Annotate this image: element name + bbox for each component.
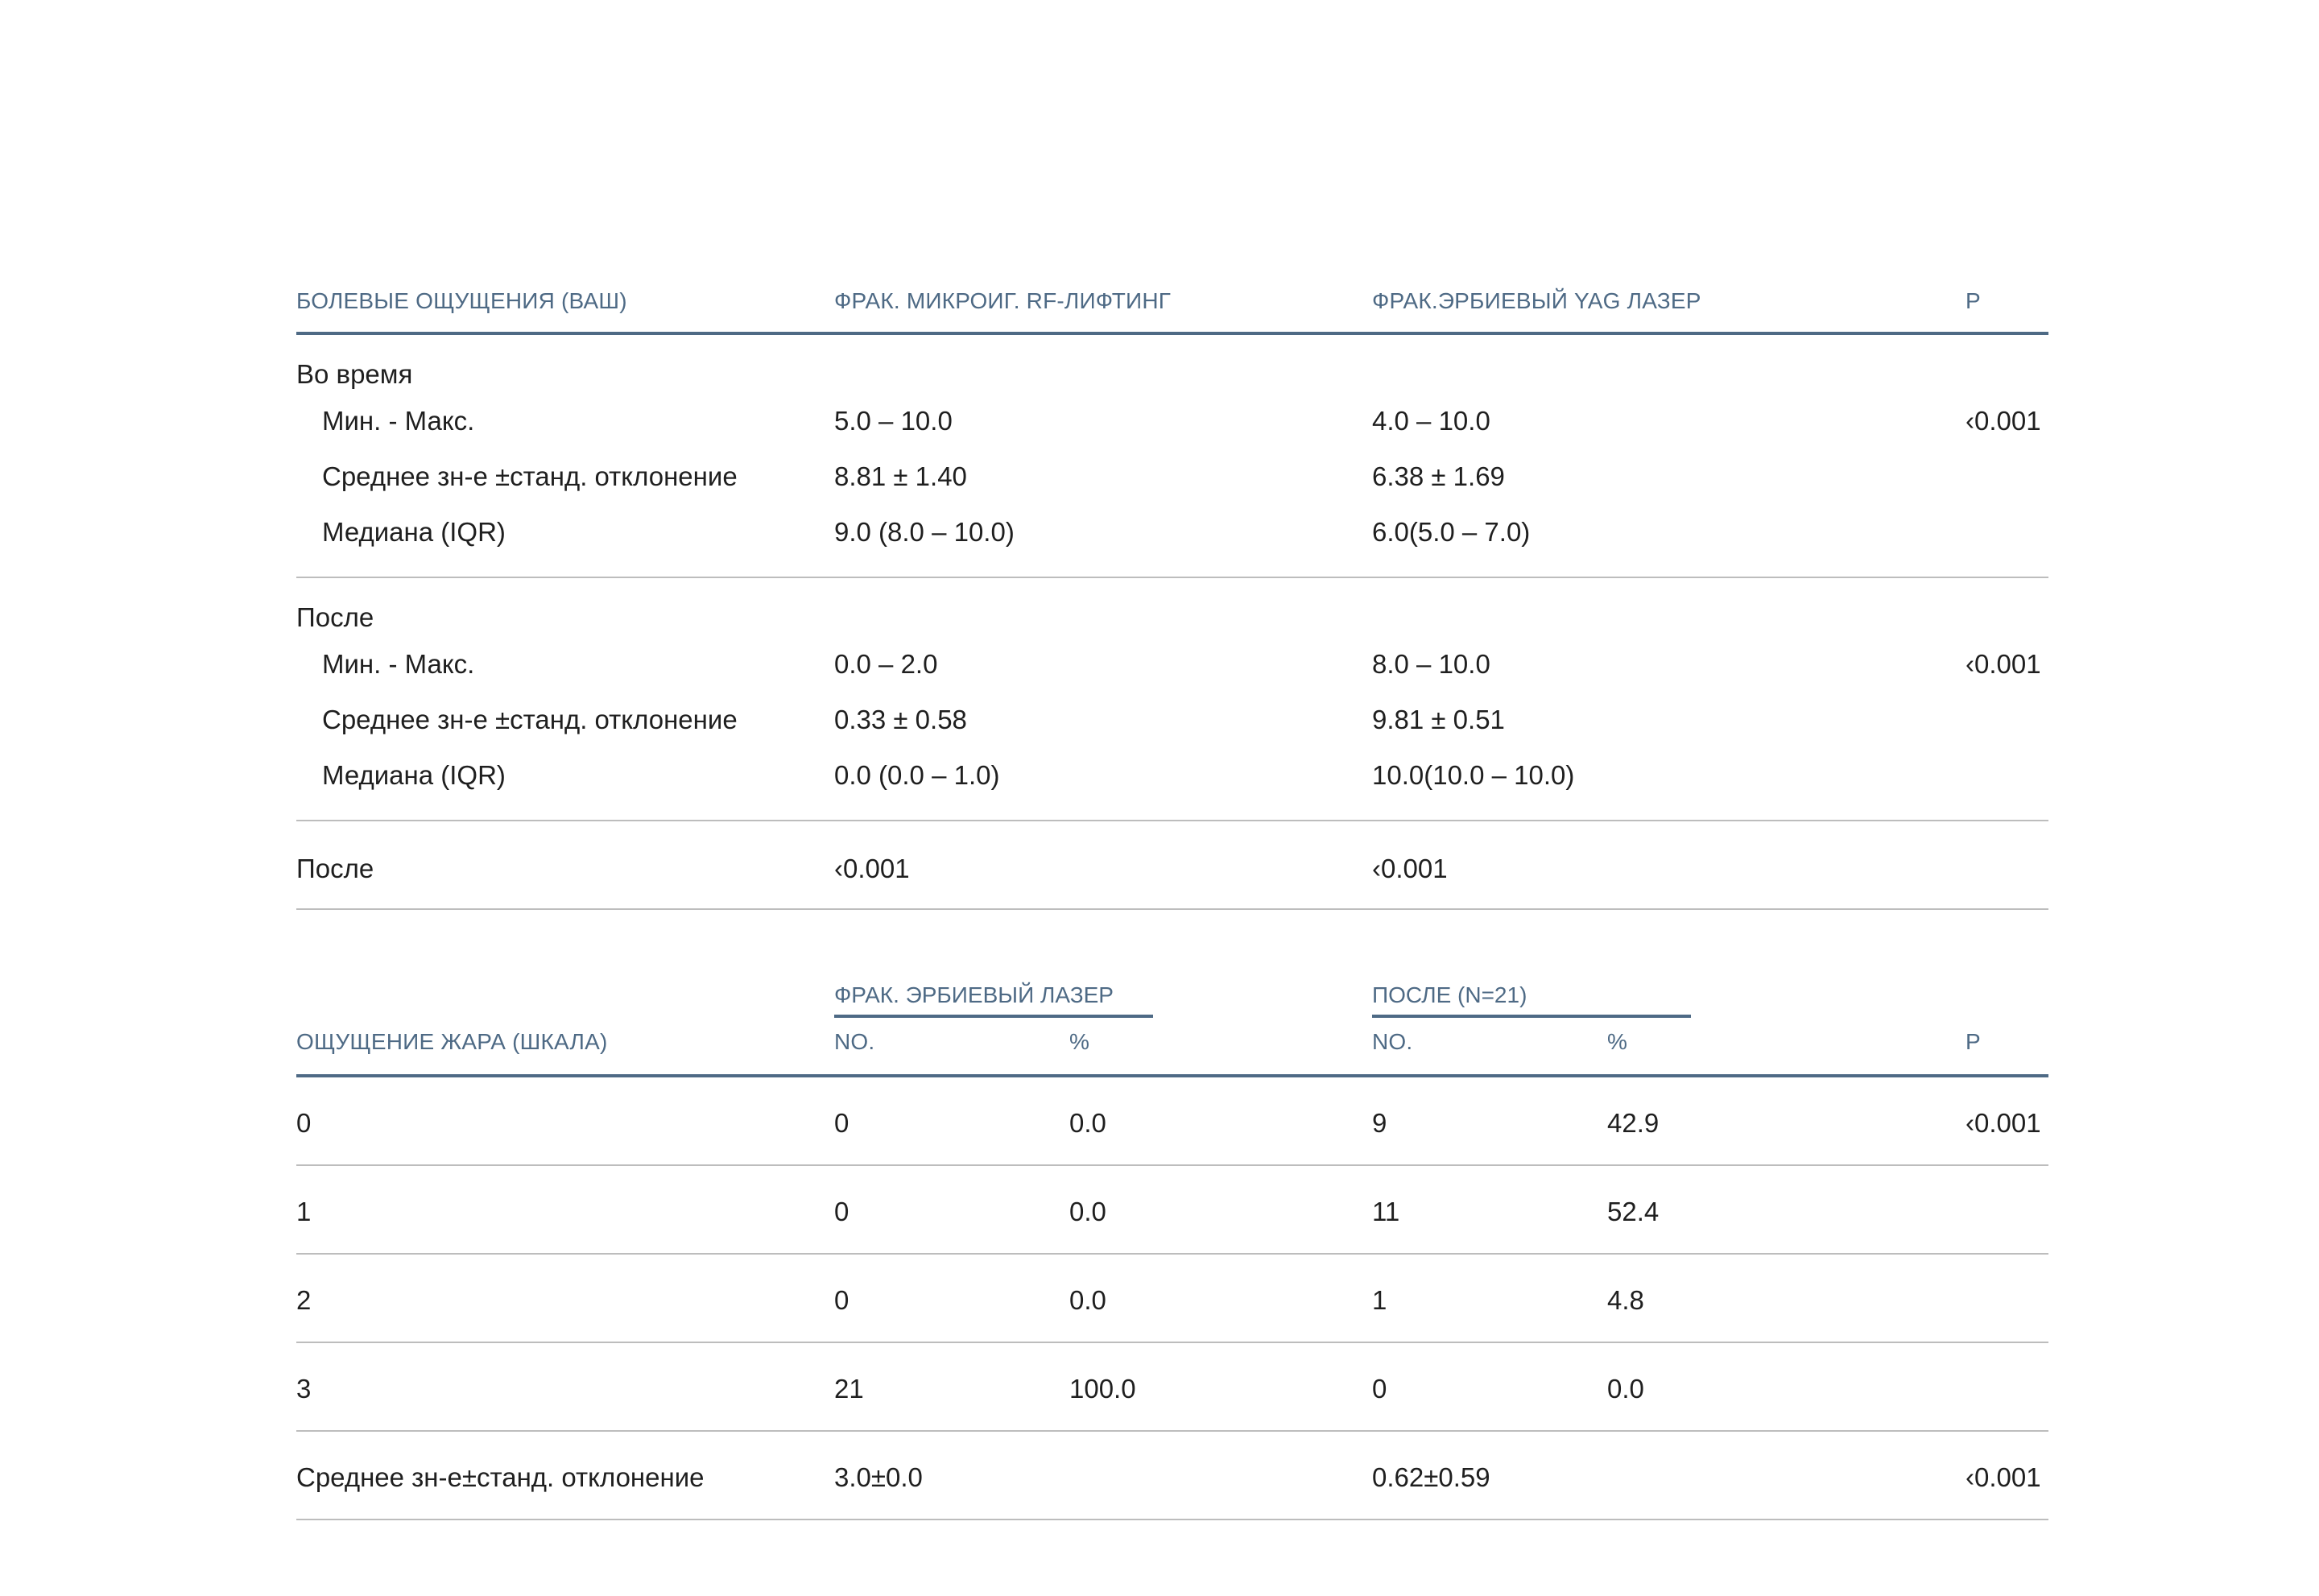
table-row — [296, 1077, 2048, 1166]
header-pct-2: % — [1607, 1029, 1628, 1054]
cell-pct-1: 0.0 — [1069, 1108, 1106, 1138]
cell-no-2: 0.62±0.59 — [1372, 1462, 1490, 1492]
group-title-row — [296, 335, 2048, 393]
row-label: Среднее зн-е ±станд. отклонение — [322, 461, 738, 491]
cell-no-2: 1 — [1372, 1285, 1387, 1315]
table-row — [296, 449, 2048, 504]
cell-no-2: 9 — [1372, 1108, 1387, 1138]
cell-rf: ‹0.001 — [834, 854, 910, 883]
row-label: Мин. - Макс. — [322, 649, 475, 679]
table-row — [296, 1343, 2048, 1432]
row-label: После — [296, 854, 374, 883]
row-label: 1 — [296, 1197, 312, 1226]
cell-rf: 5.0 – 10.0 — [834, 406, 953, 436]
cell-yag: 6.38 ± 1.69 — [1372, 461, 1505, 491]
group-title-row — [296, 578, 2048, 636]
summary-row — [296, 821, 2048, 910]
cell-pct-2: 4.8 — [1607, 1285, 1644, 1315]
cell-pct-2: 42.9 — [1607, 1108, 1660, 1138]
row-label: Медиана (IQR) — [322, 760, 506, 790]
cell-pct-2: 52.4 — [1607, 1197, 1660, 1226]
row-label: 2 — [296, 1285, 312, 1315]
pain-table — [296, 274, 2048, 910]
cell-yag: 9.81 ± 0.51 — [1372, 705, 1505, 734]
cell-rf: 8.81 ± 1.40 — [834, 461, 967, 491]
header-yag-laser: ФРАК.ЭРБИЕВЫЙ YAG ЛАЗЕР — [1372, 288, 1701, 313]
cell-rf: 0.33 ± 0.58 — [834, 705, 967, 734]
table-row — [296, 747, 2048, 803]
cell-pct-1: 100.0 — [1069, 1374, 1136, 1404]
cell-yag: 10.0(10.0 – 10.0) — [1372, 760, 1575, 790]
header-no-1: NO. — [834, 1029, 875, 1054]
cell-no-1: 21 — [834, 1374, 864, 1404]
cell-p: ‹0.001 — [1966, 406, 2041, 436]
header-rf-lifting: ФРАК. МИКРОИГ. RF-ЛИФТИНГ — [834, 288, 1172, 313]
header-p: P — [1966, 1029, 1981, 1054]
cell-no-2: 11 — [1372, 1197, 1400, 1226]
cell-yag: 4.0 – 10.0 — [1372, 406, 1490, 436]
group-title: Во время — [296, 359, 413, 389]
header-pain-scale: БОЛЕВЫЕ ОЩУЩЕНИЯ (ВАШ) — [296, 288, 627, 313]
row-label: Медиана (IQR) — [322, 517, 506, 547]
group-after — [296, 578, 2048, 821]
cell-no-1: 0 — [834, 1197, 849, 1226]
cell-yag: 8.0 – 10.0 — [1372, 649, 1490, 679]
header-heat-scale: ОЩУЩЕНИЕ ЖАРА (ШКАЛА) — [296, 1029, 608, 1054]
table-row — [296, 504, 2048, 560]
cell-no-1: 0 — [834, 1108, 849, 1138]
header-no-2: NO. — [1372, 1029, 1413, 1054]
group-header-erbium-laser: ФРАК. ЭРБИЕВЫЙ ЛАЗЕР — [834, 982, 1153, 1018]
table-row — [296, 636, 2048, 692]
group-header-after: ПОСЛЕ (N=21) — [1372, 982, 1691, 1018]
cell-pct-2: 0.0 — [1607, 1374, 1644, 1404]
pain-table-header — [296, 274, 2048, 335]
table-row — [296, 1255, 2048, 1343]
header-p: P — [1966, 288, 1981, 313]
heat-table — [296, 963, 2048, 1520]
cell-rf: 0.0 (0.0 – 1.0) — [834, 760, 1000, 790]
cell-rf: 0.0 – 2.0 — [834, 649, 938, 679]
table-row — [296, 692, 2048, 747]
cell-no-2: 0 — [1372, 1374, 1387, 1404]
cell-yag: ‹0.001 — [1372, 854, 1448, 883]
cell-rf: 9.0 (8.0 – 10.0) — [834, 517, 1015, 547]
heat-table-header — [296, 963, 2048, 1077]
row-label: Мин. - Макс. — [322, 406, 475, 436]
group-during — [296, 335, 2048, 578]
row-label: Среднее зн-е ±станд. отклонение — [322, 705, 738, 734]
cell-p: ‹0.001 — [1966, 1462, 2041, 1492]
cell-yag: 6.0(5.0 – 7.0) — [1372, 517, 1531, 547]
cell-no-1: 0 — [834, 1285, 849, 1315]
row-label: 3 — [296, 1374, 312, 1404]
row-label: 0 — [296, 1108, 312, 1138]
cell-pct-1: 0.0 — [1069, 1285, 1106, 1315]
table-row — [296, 1166, 2048, 1255]
cell-pct-1: 0.0 — [1069, 1197, 1106, 1226]
table-row — [296, 393, 2048, 449]
header-pct-1: % — [1069, 1029, 1090, 1054]
cell-p: ‹0.001 — [1966, 1108, 2041, 1138]
row-label: Среднее зн-е±станд. отклонение — [296, 1462, 705, 1492]
cell-p: ‹0.001 — [1966, 649, 2041, 679]
group-title: После — [296, 602, 374, 632]
cell-no-1: 3.0±0.0 — [834, 1462, 923, 1492]
table-row — [296, 1432, 2048, 1520]
